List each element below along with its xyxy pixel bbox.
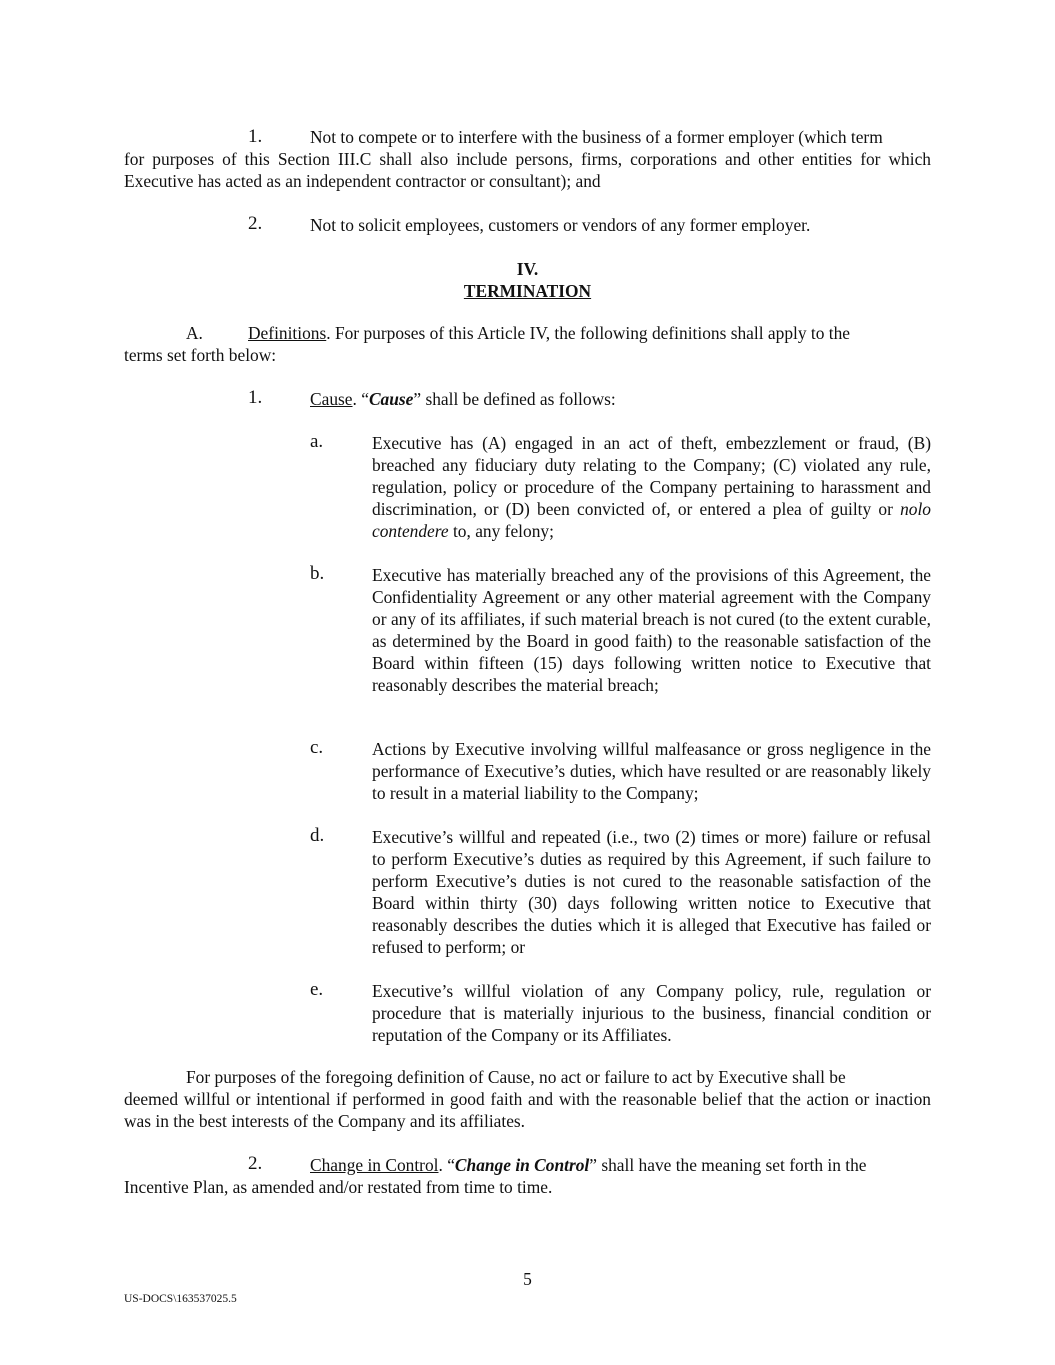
item-number: 1. — [248, 126, 263, 147]
foregoing-first-line: For purposes of the foregoing definition of Cause, no act or failure to act by Executive shall be — [186, 1067, 846, 1087]
subitem-text: Executive’s willful and repeated (i.e., two (2) times or more) failure or refusal to perform Executive’s duties as required by this Agreement, if such failure to perform Executive’s duties is not cured to the reasonable satisfaction of the Board within thirty (30) days following written notice to Executive that reasonably describes the duties which it is alleged that Executive has failed or refused to perform; or — [372, 827, 931, 957]
subitem-text: Executive has materially breached any of the provisions of this Agreement, the Confidentiality Agreement or any other material agreement with the Company or any of its affiliates, if such material breach is not cured (to the extent curable, as determined by the Board in good faith) to the reasonable satisfaction of the Board within fifteen (15) days following written notice to Executive that reasonably describes the material breach; — [372, 565, 931, 695]
change-in-control-first-line — [310, 1154, 931, 1176]
change-in-control-heading: Change in Control — [310, 1155, 439, 1175]
subitem-label: b. — [310, 563, 325, 584]
subitem-label: a. — [310, 431, 324, 452]
subitem-text-pre: Executive has (A) engaged in an act of theft, embezzlement or fraud, (B) breached any fiduciary duty relating to the Company; (C) violated any rule, regulation, policy or procedure of the Company pertaining to harassment and discrimination, or (D) been convicted of, or entered a plea of guilty or — [372, 433, 931, 519]
change-in-control-text: ” shall have the meaning set forth in the — [589, 1155, 867, 1175]
subitem-text-italic: nolo contendere — [372, 499, 931, 541]
cause-heading: Cause — [310, 389, 353, 409]
cause-term: Cause — [368, 389, 414, 409]
page-number: 5 — [523, 1269, 532, 1289]
section-a-label: A. — [186, 323, 203, 343]
subitem-text: Actions by Executive involving willful malfeasance or gross negligence in the performance of Executive’s duties, which have resulted or are reasonably likely to result in a material liability to the Company; — [372, 739, 931, 803]
item-number: 2. — [248, 213, 263, 234]
cause-lead-text: ” shall be defined as follows: — [413, 389, 616, 409]
foregoing-continuation: deemed willful or intentional if performed in good faith and with the reasonable belief that the action or inaction was in the best interests of the Company and its affiliates. — [124, 1089, 931, 1131]
change-in-control-term: Change in Control — [454, 1155, 590, 1175]
change-in-control-continuation: Incentive Plan, as amended and/or restated from time to time. — [124, 1177, 553, 1197]
cause-lead — [310, 388, 931, 410]
subitem-label: d. — [310, 825, 325, 846]
item-c2-text: Not to solicit employees, customers or vendors of any former employer. — [310, 215, 811, 235]
definitions-heading: Definitions — [248, 323, 327, 343]
item-c1-first-line: Not to compete or to interfere with the business of a former employer (which term — [310, 127, 883, 147]
quote-open: . “ — [438, 1155, 455, 1175]
article-number: IV. — [516, 259, 539, 279]
section-a-continuation: terms set forth below: — [124, 345, 277, 365]
change-in-control-number: 2. — [248, 1153, 263, 1174]
quote-open: . “ — [352, 389, 369, 409]
subitem-text-post: to, any felony; — [448, 521, 554, 541]
section-a-text: . For purposes of this Article IV, the following definitions shall apply to the — [326, 323, 851, 343]
document-id: US-DOCS\163537025.5 — [124, 1293, 237, 1305]
item-c1-continuation: for purposes of this Section III.C shall also include persons, firms, corporations and other entities for which Executive has acted as an independent contractor or consultant); and — [124, 149, 931, 191]
cause-number: 1. — [248, 387, 263, 408]
subitem-label: c. — [310, 737, 324, 758]
article-title: TERMINATION — [463, 281, 592, 301]
subitem-text — [372, 432, 931, 542]
subitem-label: e. — [310, 979, 324, 1000]
subitem-text: Executive’s willful violation of any Company policy, rule, regulation or procedure that is materially injurious to the business, financial condition or reputation of the Company or its Affiliates. — [372, 981, 931, 1045]
section-a-first-line — [248, 322, 931, 344]
